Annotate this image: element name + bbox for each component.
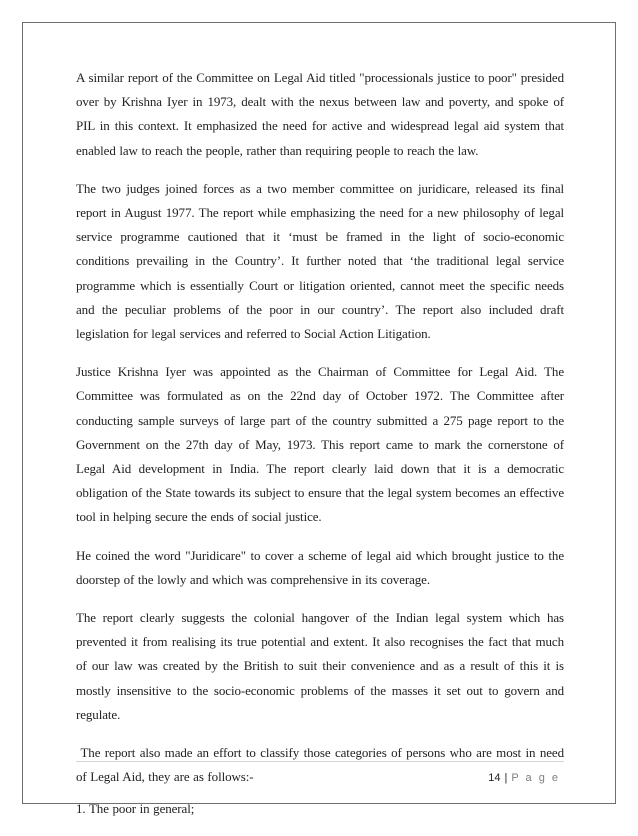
footer-separator: | — [504, 772, 508, 784]
paragraph-krishna-iyer-chairman: Justice Krishna Iyer was appointed as the Chairman of Committee for Legal Aid. The Committee was formulated as on the 22nd day of October 1972. The Committee after conducting sample surveys of large part of the country submitted a 275 page report to the Government on the 27th day of May, 1973. This report came to mark the cornerstone of Legal Aid development in India. The report clearly laid down that it is a democratic obligation of the State towards its subject to ensure that the legal system becomes an effective tool in helping secure the ends of social justice. — [76, 364, 564, 525]
page-footer — [488, 772, 560, 784]
page-number: 14 — [488, 772, 501, 784]
footer-divider — [76, 761, 564, 762]
paragraph-juridicare-report-1977: The two judges joined forces as a two member committee on juridicare, released its final report in August 1977. The report while emphasizing the need for a new philosophy of legal service programme cautioned that it ‘must be framed in the light of socio-economic conditions prevailing in the Country’. It further noted that ‘the traditional legal service programme which is essentially Court or litigation oriented, cannot meet the specific needs and the peculiar problems of the poor in our country’. The report also included draft legislation for legal services and referred to Social Action Litigation. — [76, 180, 564, 342]
list-item-poor-in-general: 1. The poor in general; — [76, 801, 195, 817]
paragraph-colonial-hangover: The report clearly suggests the colonial hangover of the Indian legal system which has prevented it from realising its true potential and extent. It also recognises the fact that much of our law was created by the British to suit their convenience and as a result of this it is mostly insensitive to the socio-economic problems of the masses it set out to govern and regulate. — [76, 610, 564, 722]
page-label: P a g e — [511, 772, 560, 784]
document-body — [76, 66, 568, 836]
paragraph-categories-intro: The report also made an effort to classify those categories of persons who are most in need of Legal Aid, they are as follows:- — [76, 745, 568, 785]
paragraph-juridicare-definition: He coined the word "Juridicare" to cover a scheme of legal aid which brought justice to the doorstep of the lowly and which was comprehensive in its coverage. — [76, 547, 564, 587]
paragraph-committee-report-1973: A similar report of the Committee on Legal Aid titled "processionals justice to poor" presided over by Krishna Iyer in 1973, dealt with the nexus between law and poverty, and spoke of PIL in this context. It emphasized the need for active and widespread legal aid system that enabled law to reach the people, rather than requiring people to reach the law. — [76, 70, 564, 158]
